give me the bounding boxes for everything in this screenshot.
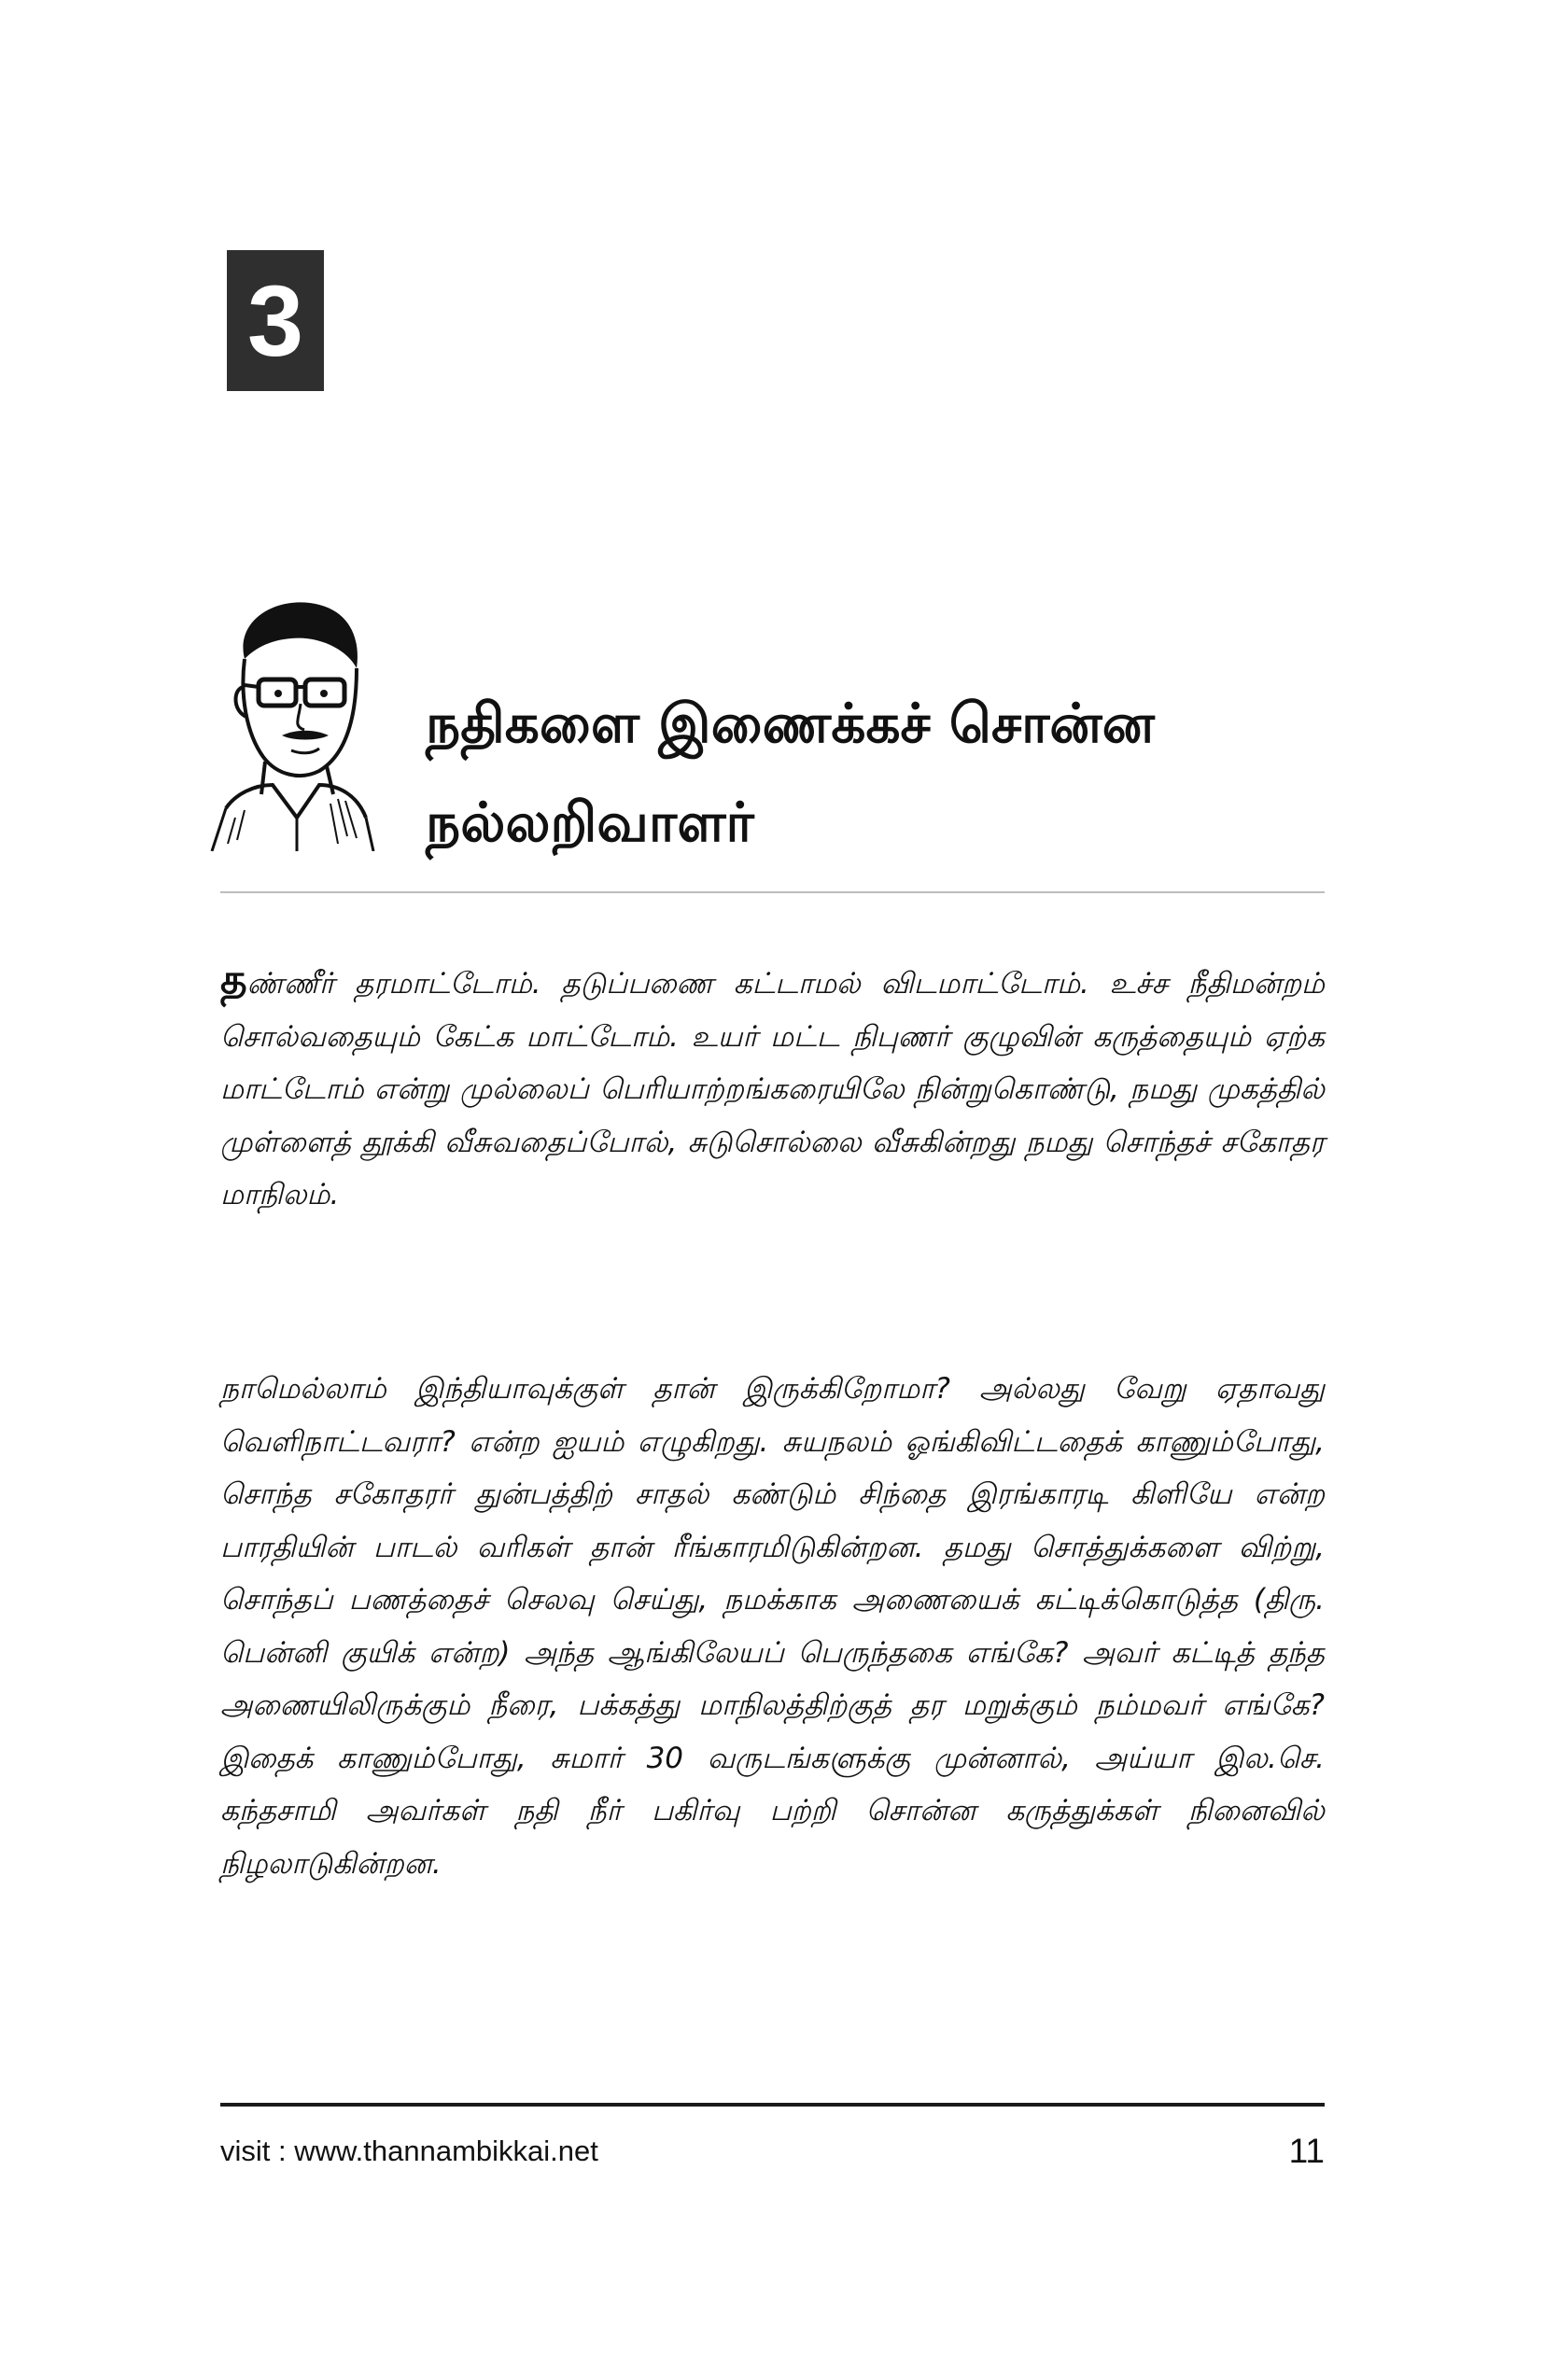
chapter-title-line-2: நல்லறிவாளர் [426, 791, 754, 854]
page-number: 11 [1288, 2132, 1325, 2170]
chapter-number: 3 [246, 263, 304, 377]
chapter-number-badge [227, 250, 324, 391]
body-paragraph-2: நாமெல்லாம் இந்தியாவுக்குள் தான் இருக்கிறோமா? அல்லது வேறு ஏதாவது வெளிநாட்டவரா? என்ற ஐயம் எழுகிறது. சுயநலம் ஓங்கிவிட்டதைக் காணும்போது, சொந்த சகோதரர் துன்பத்திற் சாதல் கண்டும் சிந்தை இரங்காரடி கிளியே என்ற பாரதியின் பாடல் வரிகள் தான் ரீங்காரமிடுகின்றன. தமது சொத்துக்களை விற்று, சொந்தப் பணத்தைச் செலவு செய்து, நமக்காக அணையைக் கட்டிக்கொடுத்த (திரு. பென்னி குயிக் என்ற) அந்த ஆங்கிலேயப் பெருந்தகை எங்கே? அவர் கட்டித் தந்த அணையிலிருக்கும் நீரை, பக்கத்து மாநிலத்திற்குத் தர மறுக்கும் நம்மவர் எங்கே? இதைக் காணும்போது, சுமார் 30 வருடங்களுக்கு முன்னால், அய்யா இல.செ. கந்தசாமி அவர்கள் நதி நீர் பகிர்வு பற்றி சொன்ன கருத்துக்கள் நினைவில் நிழலாடுகின்றன. [220, 1372, 1325, 1881]
author-portrait-sketch [207, 594, 375, 851]
title-divider [220, 891, 1325, 893]
chapter-title [426, 674, 1359, 872]
body-paragraph-1 [220, 954, 1325, 1222]
footer-website-link[interactable]: visit : www.thannambikkai.net [220, 2135, 598, 2167]
footer-divider [220, 2103, 1325, 2107]
chapter-title-line-1: நதிகளை இணைக்கச் சொன்ன [426, 692, 1155, 755]
paragraph-1-text: ண்ணீர் தரமாட்டோம். தடுப்பணை கட்டாமல் விடமாட்டோம். உச்ச நீதிமன்றம் சொல்வதையும் கேட்க மாட்டோம். உயர் மட்ட நிபுணர் குழுவின் கருத்தையும் ஏற்க மாட்டோம் என்று முல்லைப் பெரியாற்றங்கரையிலே நின்றுகொண்டு, நமது முகத்தில் முள்ளைத் தூக்கி வீசுவதைப்போல், சுடுசொல்லை வீசுகின்றது நமது சொந்தச் சகோதர மாநிலம். [220, 967, 1325, 1211]
drop-cap: த [220, 956, 247, 1003]
